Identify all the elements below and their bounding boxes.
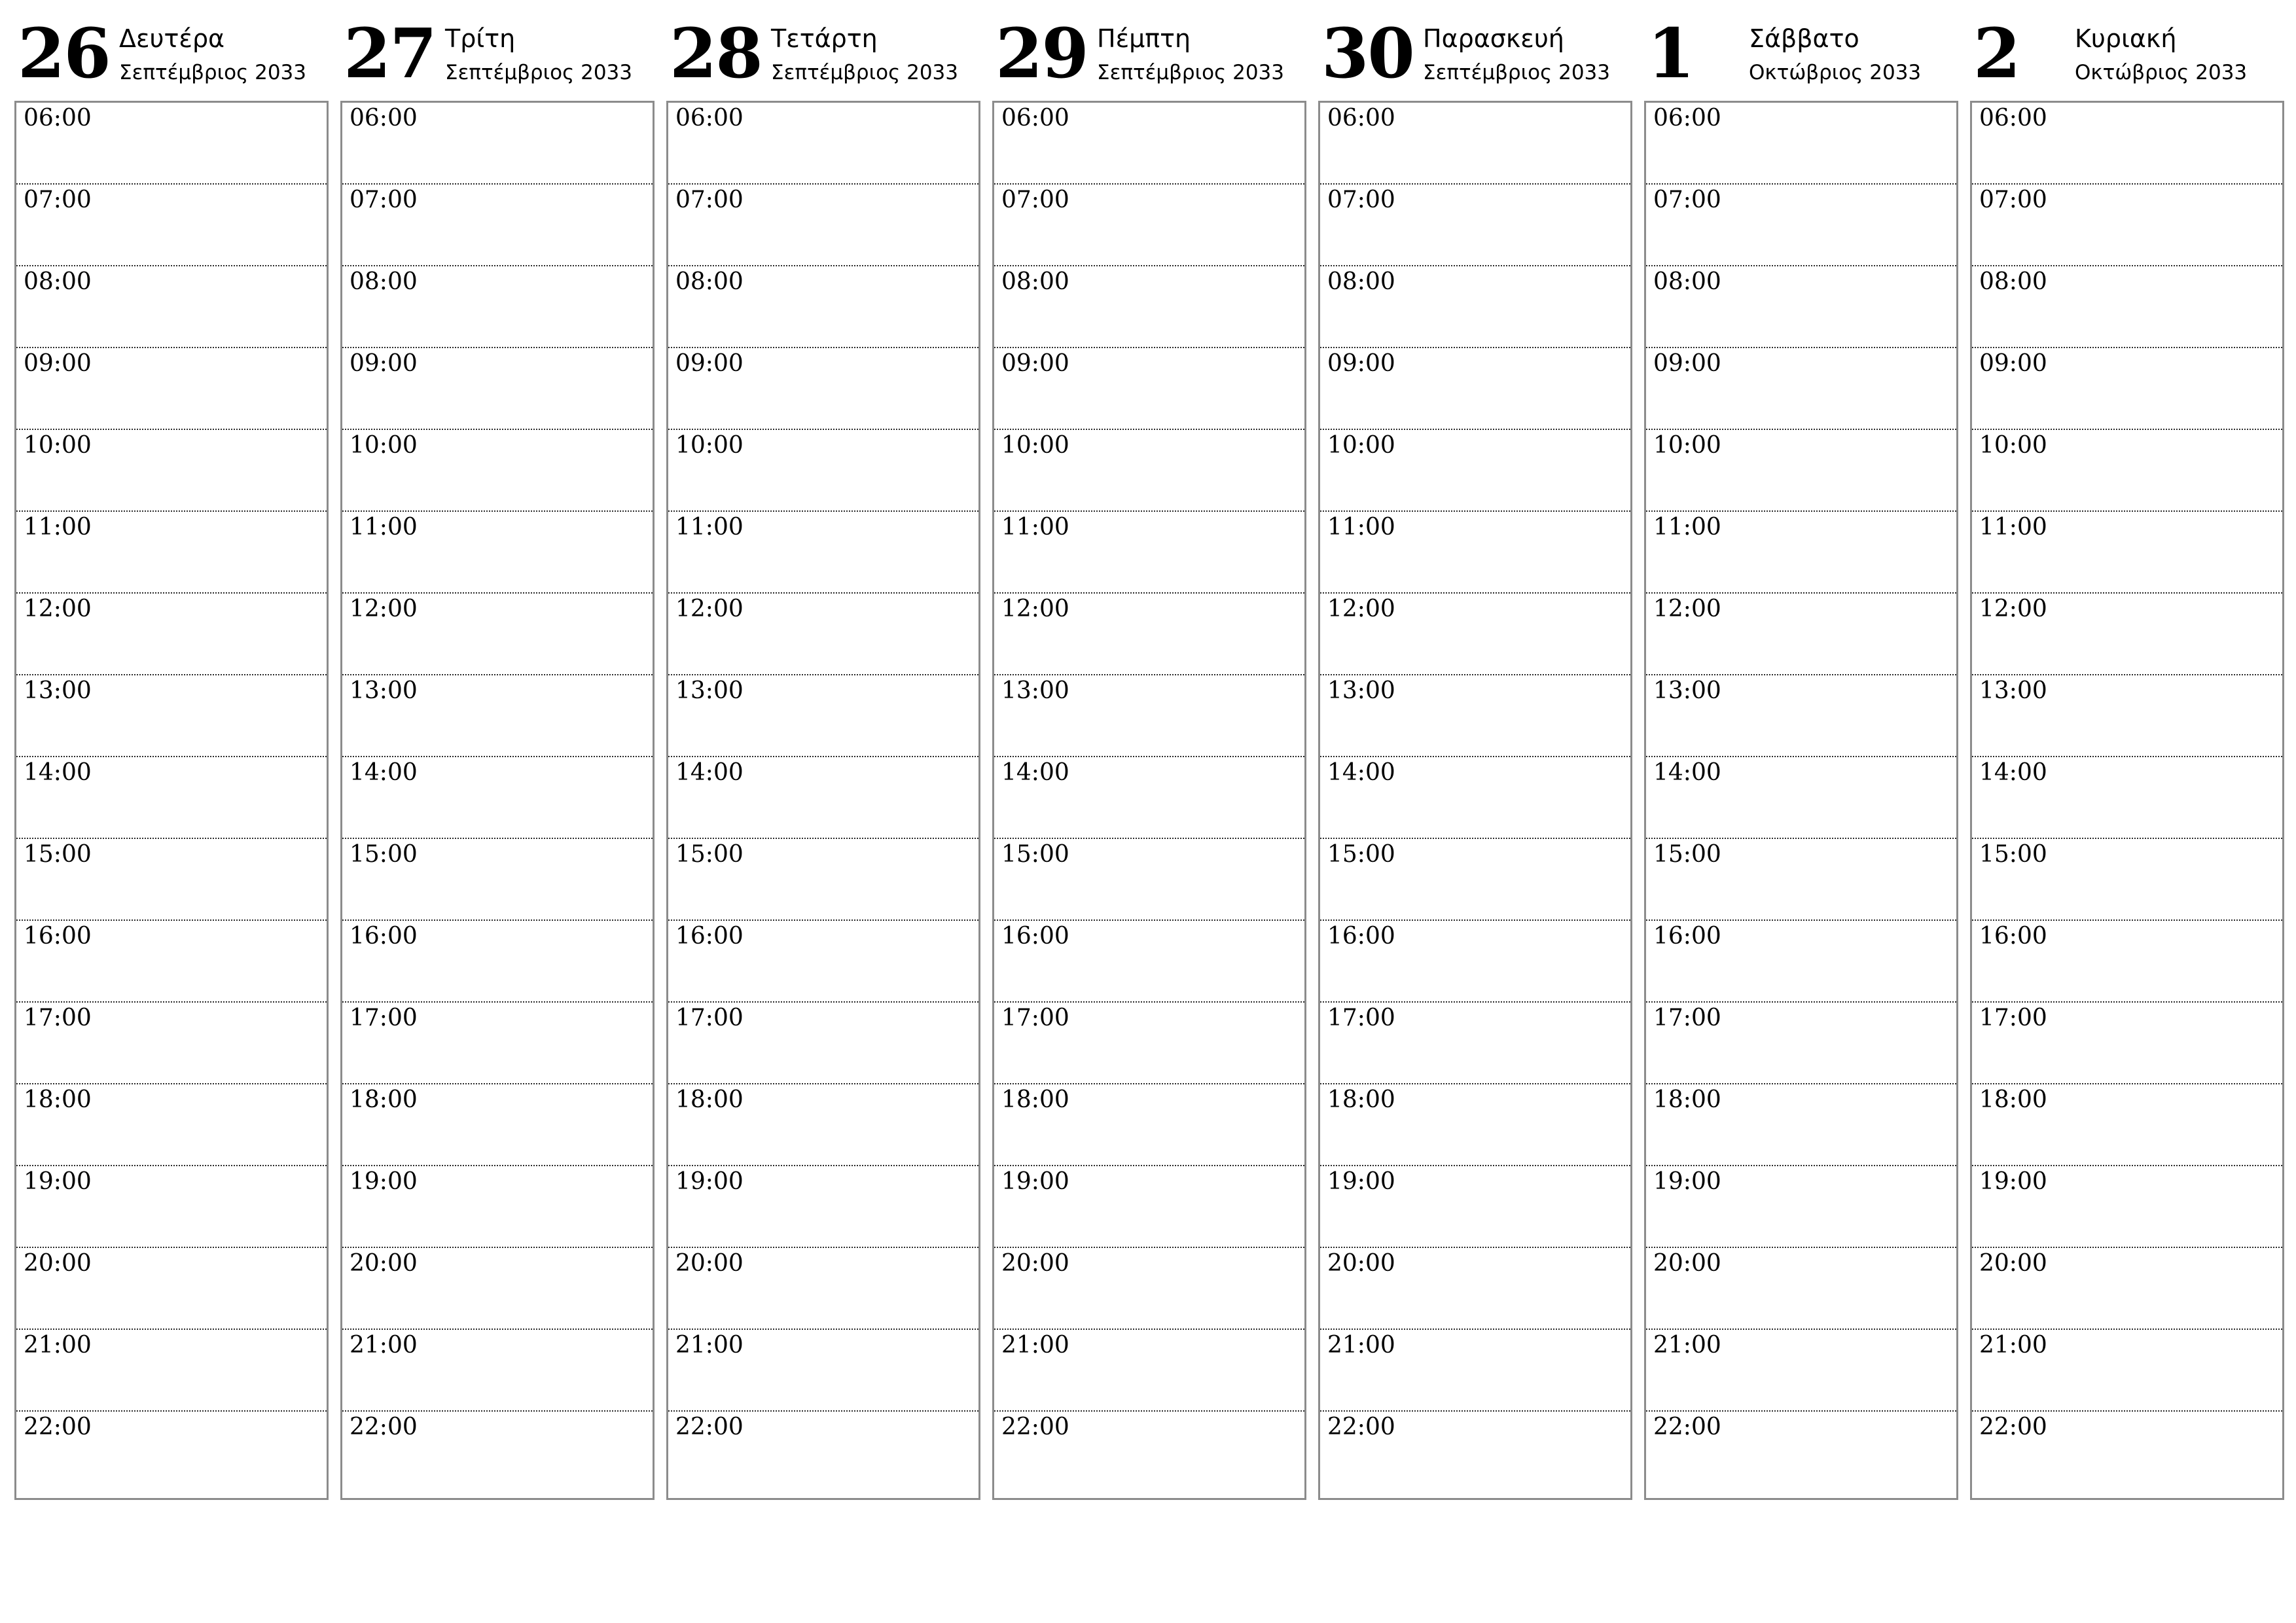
time-slot[interactable] xyxy=(1646,1412,1956,1498)
weekday-name: Παρασκευή xyxy=(1423,24,1564,53)
weekly-planner xyxy=(14,0,2283,1500)
time-slot[interactable] xyxy=(16,1330,327,1412)
weekday-name: Σάββατο xyxy=(1749,24,1859,53)
hour-label: 10:00 xyxy=(1653,432,1721,459)
hour-label: 09:00 xyxy=(350,350,418,377)
day-column xyxy=(1318,0,1631,1500)
time-slot[interactable] xyxy=(994,512,1304,594)
hour-label: 20:00 xyxy=(24,1250,92,1277)
hour-label: 08:00 xyxy=(1653,268,1721,295)
time-slot[interactable] xyxy=(342,839,653,921)
day-number: 30 xyxy=(1321,13,1414,94)
time-slot[interactable] xyxy=(668,430,978,512)
time-slot[interactable] xyxy=(1320,594,1630,675)
hour-label: 12:00 xyxy=(675,596,744,622)
time-slot[interactable] xyxy=(668,921,978,1003)
hour-label: 09:00 xyxy=(1001,350,1069,377)
time-slot[interactable] xyxy=(342,921,653,1003)
month-year: Σεπτέμβριος 2033 xyxy=(1097,61,1285,84)
time-slot[interactable] xyxy=(994,1003,1304,1084)
time-slot[interactable] xyxy=(668,1412,978,1498)
hour-label: 21:00 xyxy=(1979,1332,2047,1359)
time-slot[interactable] xyxy=(1320,757,1630,839)
hour-label: 07:00 xyxy=(1001,187,1069,213)
time-slot[interactable] xyxy=(16,512,327,594)
hour-label: 10:00 xyxy=(1001,432,1069,459)
day-column xyxy=(14,0,327,1500)
hour-label: 09:00 xyxy=(1653,350,1721,377)
hour-label: 14:00 xyxy=(675,759,744,786)
hour-label: 18:00 xyxy=(350,1086,418,1113)
time-slot[interactable] xyxy=(16,594,327,675)
time-slot[interactable] xyxy=(994,757,1304,839)
time-slot[interactable] xyxy=(342,675,653,757)
hour-label: 21:00 xyxy=(1653,1332,1721,1359)
hour-label: 20:00 xyxy=(1001,1250,1069,1277)
time-slot[interactable] xyxy=(994,839,1304,921)
time-slot[interactable] xyxy=(668,512,978,594)
hour-label: 13:00 xyxy=(1327,677,1395,704)
hour-label: 12:00 xyxy=(350,596,418,622)
hour-label: 16:00 xyxy=(1653,923,1721,950)
day-column xyxy=(1644,0,1957,1500)
day-schedule xyxy=(1318,101,1632,1500)
hour-label: 20:00 xyxy=(1653,1250,1721,1277)
day-header xyxy=(14,0,327,101)
month-year: Σεπτέμβριος 2033 xyxy=(119,61,307,84)
hour-label: 16:00 xyxy=(1979,923,2047,950)
day-column xyxy=(1970,0,2283,1500)
hour-label: 16:00 xyxy=(675,923,744,950)
time-slot[interactable] xyxy=(1972,594,2282,675)
time-slot[interactable] xyxy=(1646,1166,1956,1248)
time-slot[interactable] xyxy=(1320,1412,1630,1498)
time-slot[interactable] xyxy=(342,185,653,266)
time-slot[interactable] xyxy=(1972,1003,2282,1084)
hour-label: 15:00 xyxy=(1327,841,1395,868)
time-slot[interactable] xyxy=(342,1003,653,1084)
hour-label: 13:00 xyxy=(1001,677,1069,704)
time-slot[interactable] xyxy=(1320,839,1630,921)
hour-label: 11:00 xyxy=(675,514,744,541)
hour-label: 15:00 xyxy=(1001,841,1069,868)
hour-label: 06:00 xyxy=(1001,105,1069,132)
hour-label: 12:00 xyxy=(1653,596,1721,622)
time-slot[interactable] xyxy=(994,1248,1304,1330)
hour-label: 14:00 xyxy=(350,759,418,786)
time-slot[interactable] xyxy=(994,1330,1304,1412)
hour-label: 22:00 xyxy=(1653,1414,1721,1440)
hour-label: 18:00 xyxy=(1653,1086,1721,1113)
time-slot[interactable] xyxy=(16,103,327,185)
time-slot[interactable] xyxy=(668,1003,978,1084)
day-column xyxy=(340,0,653,1500)
time-slot[interactable] xyxy=(994,266,1304,348)
hour-label: 13:00 xyxy=(24,677,92,704)
time-slot[interactable] xyxy=(994,594,1304,675)
time-slot[interactable] xyxy=(342,1330,653,1412)
hour-label: 13:00 xyxy=(350,677,418,704)
time-slot[interactable] xyxy=(1646,1248,1956,1330)
time-slot[interactable] xyxy=(1972,512,2282,594)
hour-label: 21:00 xyxy=(24,1332,92,1359)
hour-label: 16:00 xyxy=(1001,923,1069,950)
hour-label: 16:00 xyxy=(1327,923,1395,950)
time-slot[interactable] xyxy=(668,675,978,757)
hour-label: 21:00 xyxy=(350,1332,418,1359)
hour-label: 17:00 xyxy=(1327,1005,1395,1031)
time-slot[interactable] xyxy=(1646,266,1956,348)
hour-label: 18:00 xyxy=(1001,1086,1069,1113)
hour-label: 06:00 xyxy=(675,105,744,132)
hour-label: 17:00 xyxy=(24,1005,92,1031)
time-slot[interactable] xyxy=(668,1248,978,1330)
weekday-name: Τετάρτη xyxy=(771,24,878,53)
time-slot[interactable] xyxy=(16,1412,327,1498)
hour-label: 08:00 xyxy=(24,268,92,295)
hour-label: 10:00 xyxy=(675,432,744,459)
hour-label: 13:00 xyxy=(675,677,744,704)
hour-label: 07:00 xyxy=(350,187,418,213)
time-slot[interactable] xyxy=(342,1166,653,1248)
hour-label: 13:00 xyxy=(1653,677,1721,704)
hour-label: 10:00 xyxy=(1327,432,1395,459)
hour-label: 22:00 xyxy=(1979,1414,2047,1440)
time-slot[interactable] xyxy=(16,1248,327,1330)
hour-label: 15:00 xyxy=(1979,841,2047,868)
hour-label: 22:00 xyxy=(675,1414,744,1440)
time-slot[interactable] xyxy=(1646,512,1956,594)
hour-label: 18:00 xyxy=(24,1086,92,1113)
time-slot[interactable] xyxy=(1972,348,2282,430)
time-slot[interactable] xyxy=(1972,675,2282,757)
time-slot[interactable] xyxy=(1972,1248,2282,1330)
time-slot[interactable] xyxy=(994,1084,1304,1166)
month-year: Σεπτέμβριος 2033 xyxy=(771,61,959,84)
time-slot[interactable] xyxy=(1972,103,2282,185)
time-slot[interactable] xyxy=(342,757,653,839)
time-slot[interactable] xyxy=(1646,921,1956,1003)
hour-label: 17:00 xyxy=(1001,1005,1069,1031)
hour-label: 08:00 xyxy=(1001,268,1069,295)
hour-label: 14:00 xyxy=(1327,759,1395,786)
day-number: 1 xyxy=(1647,13,1694,94)
hour-label: 22:00 xyxy=(1001,1414,1069,1440)
hour-label: 19:00 xyxy=(1327,1168,1395,1195)
day-header xyxy=(1318,0,1631,101)
hour-label: 07:00 xyxy=(24,187,92,213)
time-slot[interactable] xyxy=(1320,921,1630,1003)
day-column xyxy=(992,0,1305,1500)
time-slot[interactable] xyxy=(1646,185,1956,266)
hour-label: 19:00 xyxy=(675,1168,744,1195)
day-number: 26 xyxy=(18,13,110,94)
time-slot[interactable] xyxy=(1646,348,1956,430)
time-slot[interactable] xyxy=(16,839,327,921)
time-slot[interactable] xyxy=(1972,1166,2282,1248)
time-slot[interactable] xyxy=(1646,839,1956,921)
time-slot[interactable] xyxy=(1320,512,1630,594)
hour-label: 14:00 xyxy=(24,759,92,786)
time-slot[interactable] xyxy=(16,1003,327,1084)
hour-label: 17:00 xyxy=(350,1005,418,1031)
time-slot[interactable] xyxy=(16,266,327,348)
hour-label: 12:00 xyxy=(24,596,92,622)
hour-label: 09:00 xyxy=(1979,350,2047,377)
hour-label: 08:00 xyxy=(1327,268,1395,295)
time-slot[interactable] xyxy=(1972,266,2282,348)
hour-label: 19:00 xyxy=(350,1168,418,1195)
hour-label: 09:00 xyxy=(1327,350,1395,377)
time-slot[interactable] xyxy=(1320,185,1630,266)
time-slot[interactable] xyxy=(16,1166,327,1248)
time-slot[interactable] xyxy=(342,594,653,675)
hour-label: 07:00 xyxy=(675,187,744,213)
hour-label: 12:00 xyxy=(1327,596,1395,622)
hour-label: 22:00 xyxy=(350,1414,418,1440)
time-slot[interactable] xyxy=(1320,1166,1630,1248)
time-slot[interactable] xyxy=(342,1248,653,1330)
time-slot[interactable] xyxy=(668,839,978,921)
time-slot[interactable] xyxy=(1320,1084,1630,1166)
hour-label: 21:00 xyxy=(1001,1332,1069,1359)
hour-label: 11:00 xyxy=(1979,514,2047,541)
hour-label: 19:00 xyxy=(1001,1168,1069,1195)
hour-label: 21:00 xyxy=(1327,1332,1395,1359)
time-slot[interactable] xyxy=(668,348,978,430)
hour-label: 08:00 xyxy=(350,268,418,295)
time-slot[interactable] xyxy=(1972,1084,2282,1166)
time-slot[interactable] xyxy=(16,1084,327,1166)
time-slot[interactable] xyxy=(1646,1084,1956,1166)
hour-label: 08:00 xyxy=(1979,268,2047,295)
hour-label: 11:00 xyxy=(1653,514,1721,541)
hour-label: 09:00 xyxy=(24,350,92,377)
hour-label: 20:00 xyxy=(350,1250,418,1277)
time-slot[interactable] xyxy=(1646,594,1956,675)
time-slot[interactable] xyxy=(994,103,1304,185)
time-slot[interactable] xyxy=(668,1166,978,1248)
hour-label: 11:00 xyxy=(1001,514,1069,541)
time-slot[interactable] xyxy=(16,675,327,757)
time-slot[interactable] xyxy=(1972,757,2282,839)
time-slot[interactable] xyxy=(1646,103,1956,185)
hour-label: 22:00 xyxy=(24,1414,92,1440)
hour-label: 18:00 xyxy=(1979,1086,2047,1113)
time-slot[interactable] xyxy=(1646,757,1956,839)
day-header xyxy=(1970,0,2283,101)
day-schedule xyxy=(1644,101,1958,1500)
time-slot[interactable] xyxy=(342,512,653,594)
time-slot[interactable] xyxy=(342,103,653,185)
hour-label: 11:00 xyxy=(350,514,418,541)
hour-label: 11:00 xyxy=(24,514,92,541)
time-slot[interactable] xyxy=(668,1084,978,1166)
time-slot[interactable] xyxy=(1972,185,2282,266)
time-slot[interactable] xyxy=(1972,921,2282,1003)
time-slot[interactable] xyxy=(342,1412,653,1498)
hour-label: 07:00 xyxy=(1327,187,1395,213)
month-year: Σεπτέμβριος 2033 xyxy=(445,61,633,84)
hour-label: 08:00 xyxy=(675,268,744,295)
month-year: Οκτώβριος 2033 xyxy=(1749,61,1922,84)
hour-label: 07:00 xyxy=(1653,187,1721,213)
time-slot[interactable] xyxy=(16,185,327,266)
month-year: Σεπτέμβριος 2033 xyxy=(1423,61,1611,84)
weekday-name: Τρίτη xyxy=(445,24,516,53)
time-slot[interactable] xyxy=(1646,1003,1956,1084)
day-schedule xyxy=(14,101,329,1500)
time-slot[interactable] xyxy=(994,675,1304,757)
day-header xyxy=(992,0,1305,101)
day-column xyxy=(666,0,979,1500)
hour-label: 06:00 xyxy=(1979,105,2047,132)
hour-label: 09:00 xyxy=(675,350,744,377)
day-number: 27 xyxy=(344,13,436,94)
hour-label: 14:00 xyxy=(1653,759,1721,786)
time-slot[interactable] xyxy=(1646,1330,1956,1412)
hour-label: 19:00 xyxy=(24,1168,92,1195)
time-slot[interactable] xyxy=(16,430,327,512)
time-slot[interactable] xyxy=(1972,1330,2282,1412)
hour-label: 16:00 xyxy=(350,923,418,950)
hour-label: 06:00 xyxy=(350,105,418,132)
time-slot[interactable] xyxy=(342,430,653,512)
time-slot[interactable] xyxy=(1646,675,1956,757)
day-header xyxy=(1644,0,1957,101)
hour-label: 20:00 xyxy=(1327,1250,1395,1277)
hour-label: 20:00 xyxy=(1979,1250,2047,1277)
hour-label: 17:00 xyxy=(675,1005,744,1031)
hour-label: 15:00 xyxy=(24,841,92,868)
hour-label: 12:00 xyxy=(1001,596,1069,622)
hour-label: 18:00 xyxy=(675,1086,744,1113)
weekday-name: Κυριακή xyxy=(2075,24,2177,53)
hour-label: 18:00 xyxy=(1327,1086,1395,1113)
hour-label: 06:00 xyxy=(24,105,92,132)
time-slot[interactable] xyxy=(668,757,978,839)
time-slot[interactable] xyxy=(668,103,978,185)
time-slot[interactable] xyxy=(16,757,327,839)
time-slot[interactable] xyxy=(994,430,1304,512)
time-slot[interactable] xyxy=(668,594,978,675)
time-slot[interactable] xyxy=(1320,1248,1630,1330)
time-slot[interactable] xyxy=(994,1166,1304,1248)
hour-label: 10:00 xyxy=(350,432,418,459)
day-schedule xyxy=(666,101,980,1500)
hour-label: 16:00 xyxy=(24,923,92,950)
time-slot[interactable] xyxy=(16,921,327,1003)
day-schedule xyxy=(1970,101,2284,1500)
hour-label: 19:00 xyxy=(1979,1168,2047,1195)
hour-label: 19:00 xyxy=(1653,1168,1721,1195)
time-slot[interactable] xyxy=(342,348,653,430)
time-slot[interactable] xyxy=(668,266,978,348)
day-schedule xyxy=(992,101,1306,1500)
hour-label: 21:00 xyxy=(675,1332,744,1359)
hour-label: 15:00 xyxy=(1653,841,1721,868)
hour-label: 15:00 xyxy=(675,841,744,868)
time-slot[interactable] xyxy=(1320,675,1630,757)
hour-label: 20:00 xyxy=(675,1250,744,1277)
time-slot[interactable] xyxy=(994,1412,1304,1498)
hour-label: 17:00 xyxy=(1653,1005,1721,1031)
time-slot[interactable] xyxy=(1320,348,1630,430)
day-number: 29 xyxy=(996,13,1088,94)
day-header xyxy=(666,0,979,101)
time-slot[interactable] xyxy=(1972,839,2282,921)
time-slot[interactable] xyxy=(1972,1412,2282,1498)
time-slot[interactable] xyxy=(994,348,1304,430)
month-year: Οκτώβριος 2033 xyxy=(2075,61,2248,84)
hour-label: 15:00 xyxy=(350,841,418,868)
hour-label: 06:00 xyxy=(1327,105,1395,132)
time-slot[interactable] xyxy=(16,348,327,430)
time-slot[interactable] xyxy=(1320,103,1630,185)
weekday-name: Πέμπτη xyxy=(1097,24,1191,53)
time-slot[interactable] xyxy=(1320,266,1630,348)
hour-label: 10:00 xyxy=(24,432,92,459)
hour-label: 22:00 xyxy=(1327,1414,1395,1440)
hour-label: 17:00 xyxy=(1979,1005,2047,1031)
hour-label: 11:00 xyxy=(1327,514,1395,541)
hour-label: 07:00 xyxy=(1979,187,2047,213)
weekday-name: Δευτέρα xyxy=(119,24,225,53)
day-schedule xyxy=(340,101,655,1500)
day-number: 2 xyxy=(1973,13,2020,94)
hour-label: 14:00 xyxy=(1979,759,2047,786)
day-number: 28 xyxy=(670,13,762,94)
hour-label: 06:00 xyxy=(1653,105,1721,132)
hour-label: 13:00 xyxy=(1979,677,2047,704)
time-slot[interactable] xyxy=(1320,430,1630,512)
time-slot[interactable] xyxy=(342,266,653,348)
time-slot[interactable] xyxy=(994,921,1304,1003)
time-slot[interactable] xyxy=(342,1084,653,1166)
time-slot[interactable] xyxy=(1320,1330,1630,1412)
hour-label: 10:00 xyxy=(1979,432,2047,459)
time-slot[interactable] xyxy=(1972,430,2282,512)
time-slot[interactable] xyxy=(668,1330,978,1412)
time-slot[interactable] xyxy=(668,185,978,266)
time-slot[interactable] xyxy=(1646,430,1956,512)
time-slot[interactable] xyxy=(1320,1003,1630,1084)
hour-label: 14:00 xyxy=(1001,759,1069,786)
hour-label: 12:00 xyxy=(1979,596,2047,622)
day-header xyxy=(340,0,653,101)
time-slot[interactable] xyxy=(994,185,1304,266)
